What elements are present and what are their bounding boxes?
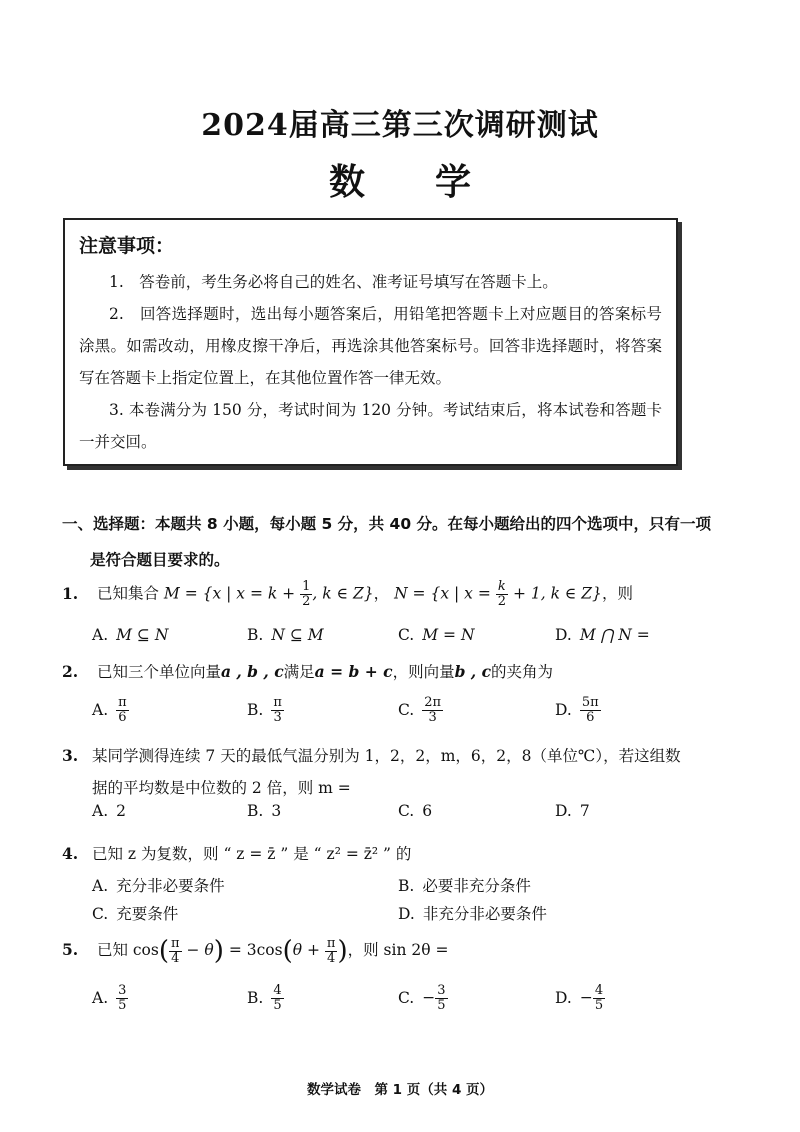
q2-option-d[interactable] (555, 696, 601, 725)
vector-vars: a , b , c (220, 662, 284, 681)
paren-open: ( (158, 936, 169, 966)
option-text: 2 (116, 802, 126, 820)
question-2 (62, 660, 553, 682)
option-text: M ⊆ N (116, 626, 169, 644)
q4-option-c[interactable] (92, 902, 178, 924)
denominator: 3 (273, 710, 282, 725)
notice-item-3: 3. 本卷满分为 150 分，考试时间为 120 分钟。考试结束后，将本试卷和答题卡一并交回。 (79, 401, 662, 451)
q4-option-d[interactable] (398, 902, 547, 924)
option-text: N ⊆ M (271, 626, 324, 644)
paren-close: ) (213, 936, 224, 966)
expr: θ + (292, 941, 325, 959)
question-text-line1: 某同学测得连续 7 天的最低气温分别为 1，2，2，m，6，2，8（单位℃），若这组数 (92, 747, 681, 765)
option-label: D. (555, 626, 572, 644)
q4-option-b[interactable] (398, 874, 531, 896)
fraction (435, 984, 447, 1013)
question-text: 已知三个单位向量 (96, 663, 221, 681)
set-m-definition: M = {x | x = k + (163, 584, 301, 603)
question-text: 已知集合 (96, 584, 159, 603)
question-number: 5. (62, 940, 79, 959)
section-heading-line2: 是符合题目要求的。 (90, 551, 230, 569)
option-text: M ⋂ N = (579, 626, 650, 644)
q2-option-c[interactable] (398, 696, 443, 725)
question-text: 满足 (283, 663, 315, 681)
denominator: 4 (171, 950, 180, 966)
option-label: B. (247, 626, 264, 644)
question-text-end: ，则 sin 2θ = (347, 941, 449, 959)
option-text: 6 (422, 802, 433, 820)
numerator: 1 (302, 579, 311, 594)
fraction (116, 984, 128, 1013)
q1-option-d[interactable] (555, 626, 650, 644)
question-text-line2: 据的平均数是中位数的 2 倍，则 m = (92, 779, 351, 797)
option-text: 充要条件 (116, 905, 179, 923)
question-3 (62, 740, 681, 804)
q3-option-b[interactable] (247, 802, 281, 820)
option-label: D. (398, 905, 415, 923)
option-label: D. (555, 988, 572, 1007)
notice-title: 注意事项： (79, 235, 175, 257)
denominator: 6 (586, 710, 595, 725)
denominator: 5 (594, 998, 604, 1013)
numerator: π (118, 695, 127, 710)
option-label: B. (247, 988, 264, 1007)
q3-option-c[interactable] (398, 802, 432, 820)
fraction (271, 984, 283, 1013)
numerator: 3 (118, 983, 127, 998)
q3-option-d[interactable] (555, 802, 590, 820)
question-text: ，则向量 (392, 663, 455, 681)
expr: = 3cos (223, 941, 283, 959)
option-label: A. (92, 626, 109, 644)
option-label: B. (398, 877, 415, 895)
q1-option-c[interactable] (398, 626, 475, 644)
q5-option-a[interactable] (92, 984, 128, 1013)
option-label: D. (555, 802, 572, 820)
notice-box (63, 218, 678, 466)
notice-item-2: 2. 回答选择题时，选出每小题答案后，用铅笔把答题卡上对应题目的答案标号涂黑。如需改动，用橡皮擦干净后，再选涂其他答案标号。回答非选择题时，将答案写在答题卡上指定位置上，在其他位置作答一律无效。 (79, 305, 662, 387)
q2-option-a[interactable] (92, 696, 129, 725)
question-number: 1. (62, 583, 79, 603)
numerator: 5π (581, 695, 599, 710)
question-4 (62, 842, 411, 864)
denominator: 4 (327, 950, 336, 966)
option-text: 7 (579, 802, 590, 820)
option-label: C. (398, 700, 415, 719)
set-m-end: , k ∈ Z} (312, 584, 374, 603)
option-label: D. (555, 700, 572, 719)
q3-option-a[interactable] (92, 802, 126, 820)
option-label: B. (247, 700, 264, 719)
fraction (116, 696, 129, 725)
paren-open: ( (282, 936, 293, 966)
numerator: π (326, 935, 336, 951)
denominator: 5 (437, 998, 446, 1013)
option-label: C. (398, 626, 415, 644)
question-text: 已知 z 为复数，则 “ z = z̄ ” 是 “ z² = z̄² ” 的 (92, 845, 412, 863)
expr: − θ (181, 941, 214, 959)
option-label: C. (398, 988, 415, 1007)
denominator: 5 (273, 998, 282, 1013)
fraction (300, 580, 312, 609)
denominator: 5 (118, 998, 127, 1013)
set-n-definition: N = {x | x = (394, 584, 496, 603)
option-label: B. (247, 802, 264, 820)
fraction (325, 937, 338, 966)
option-label: A. (92, 700, 109, 719)
subject-title: 数学 (328, 161, 541, 203)
denominator: 2 (302, 594, 311, 609)
numerator: k (496, 580, 508, 595)
numerator: 3 (437, 983, 446, 998)
option-label: C. (92, 905, 109, 923)
sign: − (422, 988, 436, 1007)
denominator: 2 (497, 594, 507, 609)
q5-option-d[interactable] (555, 984, 605, 1013)
option-label: A. (92, 802, 109, 820)
notice-item-1: 1. 答卷前，考生务必将自己的姓名、准考证号填写在答题卡上。 (109, 273, 558, 291)
fraction (169, 937, 182, 966)
separator: ， (373, 584, 390, 603)
numerator: 4 (594, 983, 604, 998)
question-1 (62, 580, 633, 609)
question-5 (62, 936, 448, 966)
fraction (580, 696, 601, 725)
set-n-end: + 1, k ∈ Z} (508, 584, 602, 603)
q1-option-b[interactable] (247, 626, 324, 644)
vector-vars-2: b , c (454, 662, 492, 681)
numerator: 2π (424, 695, 442, 710)
numerator: 4 (273, 983, 282, 998)
q4-option-a[interactable] (92, 874, 225, 896)
option-label: C. (398, 802, 415, 820)
page-footer: 数学试卷 第 1 页（共 4 页） (306, 1082, 494, 1098)
fraction (271, 696, 284, 725)
question-text-end: ，则 (601, 584, 633, 603)
exam-title: 2024届高三第三次调研测试 (201, 108, 599, 143)
option-text: 3 (271, 802, 282, 820)
option-text: 必要非充分条件 (422, 877, 531, 895)
fraction (593, 984, 605, 1013)
section-heading (62, 506, 742, 578)
option-label: A. (92, 877, 109, 895)
section-heading-line1: 一、选择题：本题共 8 小题，每小题 5 分，共 40 分。在每小题给出的四个选项中，只有一项 (62, 515, 712, 533)
q5-option-c[interactable] (398, 984, 448, 1013)
option-text: 充分非必要条件 (116, 877, 225, 895)
question-number: 2. (62, 662, 79, 681)
numerator: π (273, 695, 282, 710)
option-label: A. (92, 988, 109, 1007)
question-number: 4. (62, 844, 79, 863)
q1-option-a[interactable] (92, 626, 168, 644)
denominator: 6 (118, 710, 127, 725)
paren-close: ) (337, 936, 348, 966)
q5-option-b[interactable] (247, 984, 284, 1013)
vector-equation: a = b + c (314, 662, 393, 681)
fraction (422, 696, 443, 725)
question-text: 的夹角为 (491, 663, 554, 681)
question-text: 已知 cos (96, 941, 159, 959)
option-text: 非充分非必要条件 (422, 905, 547, 923)
q2-option-b[interactable] (247, 696, 284, 725)
fraction (496, 580, 508, 609)
numerator: π (171, 935, 180, 951)
denominator: 3 (428, 710, 437, 725)
option-text: M = N (422, 626, 475, 644)
question-number: 3. (62, 746, 79, 765)
sign: − (579, 988, 593, 1007)
